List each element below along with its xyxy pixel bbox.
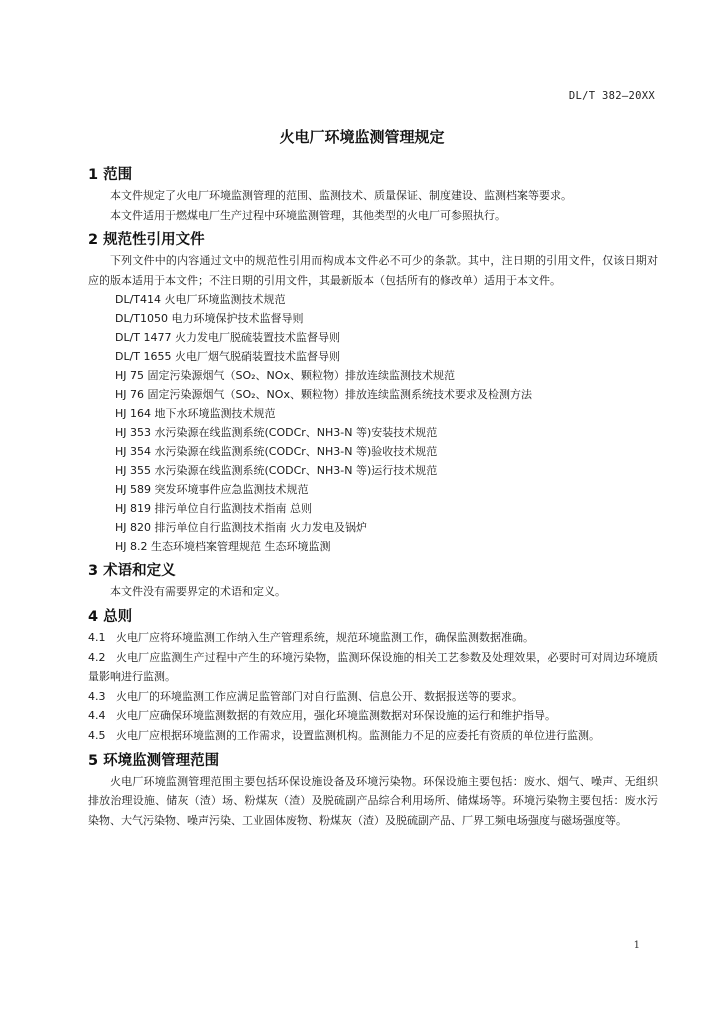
reference-item: DL/T 1655 火电厂烟气脱硝装置技术监督导则 bbox=[115, 350, 341, 364]
paragraph: 火电厂环境监测管理范围主要包括环保设施设备及环境污染物。环保设施主要包括：废水、烟气、噪声、无组织排放治理设施、储灰（渣）场、粉煤灰（渣）及脱硫副产品综合利用场所、储煤场等。环境污染物主要包括：废水污染物、大气污染物、噪声污染、工业固体废物、粉煤灰（渣）及脱硫副产品、厂界工频电场强度与磁场强度等。 bbox=[88, 774, 658, 827]
reference-item: HJ 164 地下水环境监测技术规范 bbox=[115, 407, 276, 421]
clause-number: 4.2 bbox=[88, 650, 106, 664]
section-heading: 2 规范性引用文件 bbox=[88, 232, 205, 249]
reference-item: HJ 353 水污染源在线监测系统(CODCr、NH3-N 等)安装技术规范 bbox=[115, 426, 438, 440]
paragraph: 本文件规定了火电厂环境监测管理的范围、监测技术、质量保证、制度建设、监测档案等要求。 bbox=[110, 189, 572, 202]
clause-item bbox=[88, 648, 658, 687]
reference-item: HJ 589 突发环境事件应急监测技术规范 bbox=[115, 483, 309, 497]
section-heading: 5 环境监测管理范围 bbox=[88, 752, 220, 769]
section-heading: 3 术语和定义 bbox=[88, 563, 176, 580]
reference-item: HJ 354 水污染源在线监测系统(CODCr、NH3-N 等)验收技术规范 bbox=[115, 445, 438, 459]
paragraph: 本文件没有需要界定的术语和定义。 bbox=[110, 585, 286, 599]
reference-item: HJ 819 排污单位自行监测技术指南 总则 bbox=[115, 502, 312, 516]
reference-item: HJ 820 排污单位自行监测技术指南 火力发电及锅炉 bbox=[115, 521, 367, 535]
section-terms bbox=[88, 560, 658, 602]
document-code: DL/T 382—20XX bbox=[568, 90, 655, 102]
section-heading: 4 总则 bbox=[88, 608, 133, 625]
clause-item bbox=[88, 628, 658, 648]
section-general bbox=[88, 606, 658, 746]
paragraph: 本文件适用于燃煤电厂生产过程中环境监测管理，其他类型的火电厂可参照执行。 bbox=[110, 208, 506, 222]
clause-item bbox=[88, 726, 658, 746]
clause-number: 4.1 bbox=[88, 630, 106, 644]
reference-item: HJ 8.2 生态环境档案管理规范 生态环境监测 bbox=[115, 540, 331, 554]
clause-text: 火电厂应确保环境监测数据的有效应用，强化环境监测数据对环保设施的运行和维护指导。 bbox=[116, 709, 556, 723]
reference-item: HJ 76 固定污染源烟气（SO₂、NOx、颗粒物）排放连续监测系统技术要求及检测方法 bbox=[115, 388, 532, 402]
reference-item: DL/T1050 电力环境保护技术监督导则 bbox=[115, 312, 304, 326]
section-monitoring-scope bbox=[88, 750, 658, 831]
clause-number: 4.5 bbox=[88, 728, 106, 742]
clause-number: 4.3 bbox=[88, 689, 106, 703]
clause-text: 火电厂应将环境监测工作纳入生产管理系统，规范环境监测工作，确保监测数据准确。 bbox=[116, 630, 534, 644]
reference-item: HJ 75 固定污染源烟气（SO₂、NOx、颗粒物）排放连续监测技术规范 bbox=[115, 369, 455, 383]
clause-text: 火电厂应监测生产过程中产生的环境污染物，监测环保设施的相关工艺参数及处理效果，必要时可对周边环境质量影响进行监测。 bbox=[88, 650, 658, 684]
document-title: 火电厂环境监测管理规定 bbox=[279, 128, 445, 146]
clause-number: 4.4 bbox=[88, 709, 106, 723]
reference-item: HJ 355 水污染源在线监测系统(CODCr、NH3-N 等)运行技术规范 bbox=[115, 464, 438, 478]
page-number: 1 bbox=[633, 940, 640, 951]
section-heading: 1 范围 bbox=[88, 167, 133, 183]
paragraph: 下列文件中的内容通过文中的规范性引用而构成本文件必不可少的条款。其中，注日期的引用文件，仅该日期对应的版本适用于本文件；不注日期的引用文件，其最新版本（包括所有的修改单）适用于本文件。 bbox=[88, 254, 658, 287]
section-scope bbox=[88, 164, 658, 225]
clause-text: 火电厂应根据环境监测的工作需求，设置监测机构。监测能力不足的应委托有资质的单位进行监测。 bbox=[116, 728, 600, 742]
reference-item: DL/T 1477 火力发电厂脱硫装置技术监督导则 bbox=[115, 331, 341, 345]
clause-item bbox=[88, 687, 658, 707]
clause-text: 火电厂的环境监测工作应满足监管部门对自行监测、信息公开、数据报送等的要求。 bbox=[116, 689, 523, 703]
reference-item: DL/T414 火电厂环境监测技术规范 bbox=[115, 293, 286, 307]
document-body bbox=[88, 164, 658, 834]
section-normative-references bbox=[88, 229, 658, 556]
clause-item bbox=[88, 706, 658, 726]
